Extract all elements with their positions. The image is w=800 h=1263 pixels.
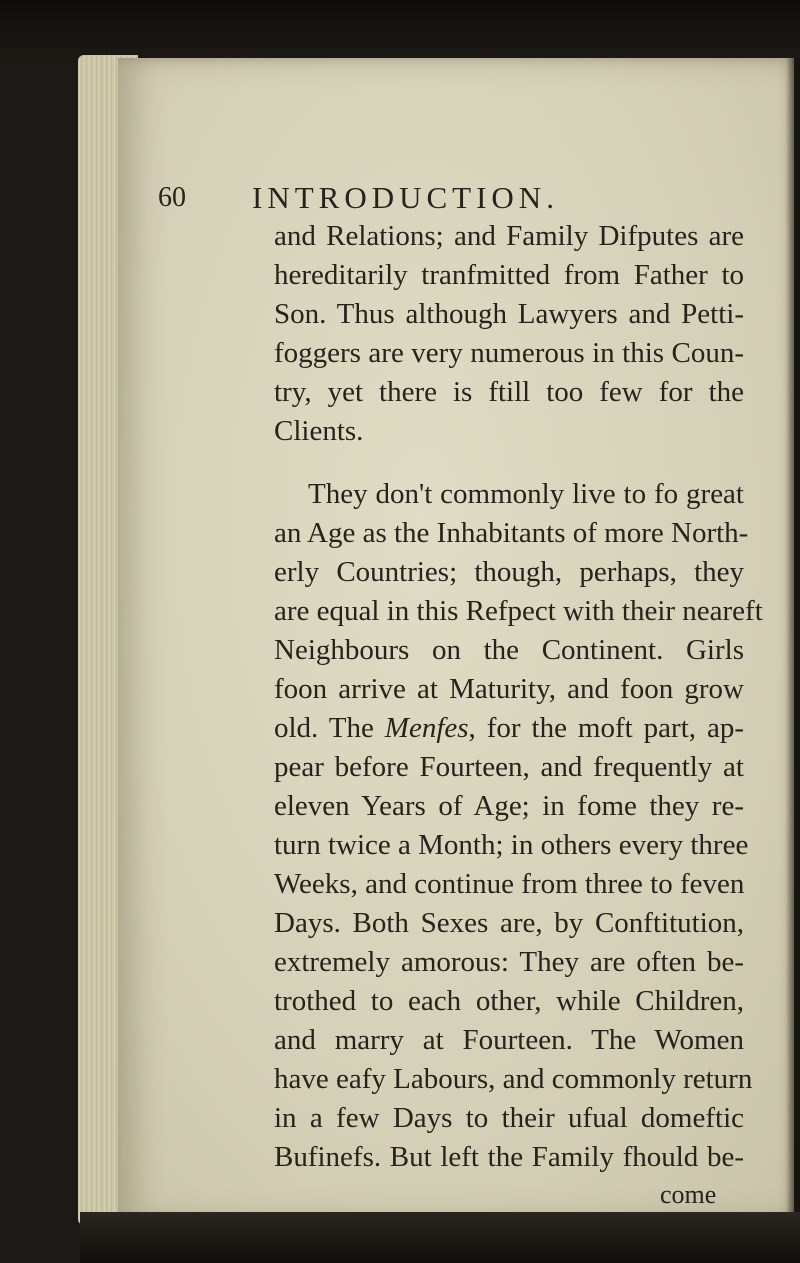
- catchword: come: [660, 1180, 717, 1209]
- text-line: extremely amorous: They are often be-: [274, 946, 744, 978]
- italic-word: Menfes: [384, 712, 469, 744]
- bottom-edge: [80, 1212, 800, 1263]
- text-line: Neighbours on the Continent. Girls: [274, 634, 744, 666]
- text-line: erly Countries; though, perhaps, they: [274, 556, 744, 588]
- text-line: They don't commonly live to fo great: [308, 478, 744, 510]
- text-line: an Age as the Inhabitants of more North-: [274, 517, 749, 549]
- text-line: in a few Days to their ufual domeftic: [274, 1102, 744, 1134]
- text-line: hereditarily tranfmitted from Father to: [274, 259, 744, 291]
- text-line: and Relations; and Family Difputes are: [274, 220, 744, 252]
- text-line: Clients.: [274, 415, 364, 447]
- page-gutter-shadow: [786, 58, 800, 1220]
- text-line: Weeks, and continue from three to feven: [274, 868, 745, 900]
- text-line: turn twice a Month; in others every three: [274, 829, 749, 861]
- text-line: and marry at Fourteen. The Women: [274, 1024, 744, 1056]
- text-line: Bufinefs. But left the Family fhould be-: [274, 1141, 744, 1173]
- text-line: Son. Thus although Lawyers and Petti-: [274, 298, 744, 330]
- text-line: foggers are very numerous in this Coun-: [274, 337, 744, 369]
- text-line: try, yet there is ftill too few for the: [274, 376, 744, 408]
- running-head: INTRODUCTION.: [252, 180, 559, 215]
- text-line-with-italic: [274, 710, 744, 747]
- text-line: eleven Years of Age; in fome they re-: [274, 790, 744, 822]
- text-line: trothed to each other, while Children,: [274, 985, 744, 1017]
- text-line: have eafy Labours, and commonly return: [274, 1063, 753, 1095]
- page-number: 60: [158, 182, 186, 213]
- text-line: Days. Both Sexes are, by Conftitution,: [274, 907, 744, 939]
- text-segment: old. The: [274, 712, 385, 744]
- text-line: pear before Fourteen, and frequently at: [274, 751, 744, 783]
- text-line: foon arrive at Maturity, and foon grow: [274, 673, 744, 705]
- text-line: are equal in this Refpect with their neareft: [274, 595, 763, 627]
- text-segment: , for the moft part, ap-: [468, 712, 744, 744]
